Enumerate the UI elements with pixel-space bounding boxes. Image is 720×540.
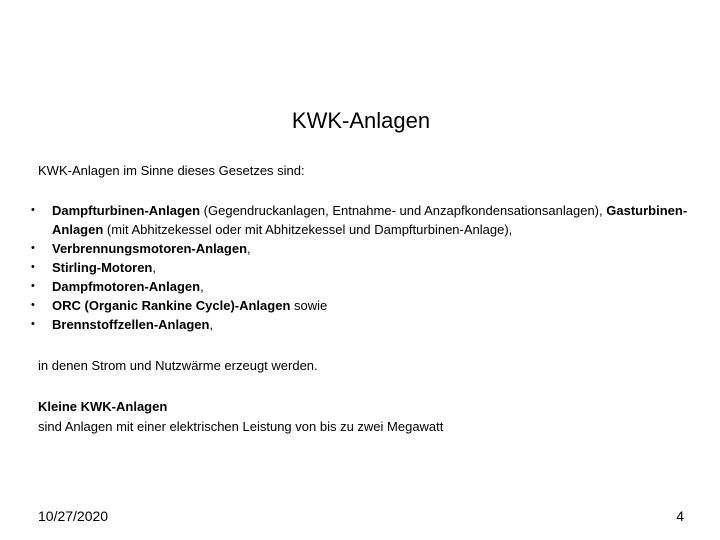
slide-title: KWK-Anlagen — [291, 108, 431, 133]
list-item-detail: , — [209, 317, 214, 332]
list-item-term: Gasturbinen-Anlagen — [52, 203, 688, 237]
list-item-term: Dampfturbinen-Anlagen — [52, 203, 201, 218]
kleine-kwk-definition: sind Anlagen mit einer elektrischen Leistung von bis zu zwei Megawatt — [38, 419, 444, 434]
outro-text: in denen Strom und Nutzwärme erzeugt werden. — [38, 358, 318, 373]
list-item-stirling — [31, 258, 691, 277]
list-item-term: Dampfmotoren-Anlagen — [52, 279, 201, 294]
footer-date: 10/27/2020 — [38, 508, 109, 524]
list-item-detail: (mit Abhitzekessel oder mit Abhitzekessel und Dampfturbinen-Anlage), — [103, 222, 513, 237]
list-item-dampfturbinen — [31, 201, 691, 239]
bullet-marker: • — [31, 242, 35, 254]
list-item-brennstoffzellen — [31, 315, 691, 334]
list-item-detail: , — [152, 260, 157, 275]
kleine-kwk-heading: Kleine KWK-Anlagen — [38, 399, 168, 414]
bullet-marker: • — [31, 280, 35, 292]
list-item-dampfmotoren — [31, 277, 691, 296]
plant-type-list — [31, 201, 691, 334]
list-item-term: ORC (Organic Rankine Cycle)-Anlagen — [52, 298, 291, 313]
bullet-marker: • — [31, 261, 35, 273]
list-item-detail: , — [200, 279, 204, 294]
list-item-detail: , — [247, 241, 251, 256]
list-item-term: Verbrennungsmotoren-Anlagen — [52, 241, 248, 256]
list-item-term: Stirling-Motoren — [52, 260, 153, 275]
list-item-detail: (Gegendruckanlagen, Entnahme- und Anzapfkondensationsanlagen), — [200, 203, 607, 218]
page-number: 4 — [676, 508, 684, 524]
list-item-orc — [31, 296, 691, 315]
list-item-term: Brennstoffzellen-Anlagen — [52, 317, 210, 332]
list-item-verbrennungsmotoren — [31, 239, 691, 258]
bullet-marker: • — [31, 204, 35, 216]
bullet-marker: • — [31, 318, 35, 330]
intro-text: KWK-Anlagen im Sinne dieses Gesetzes sind: — [38, 163, 305, 178]
bullet-marker: • — [31, 299, 35, 311]
list-item-detail: sowie — [290, 298, 328, 313]
